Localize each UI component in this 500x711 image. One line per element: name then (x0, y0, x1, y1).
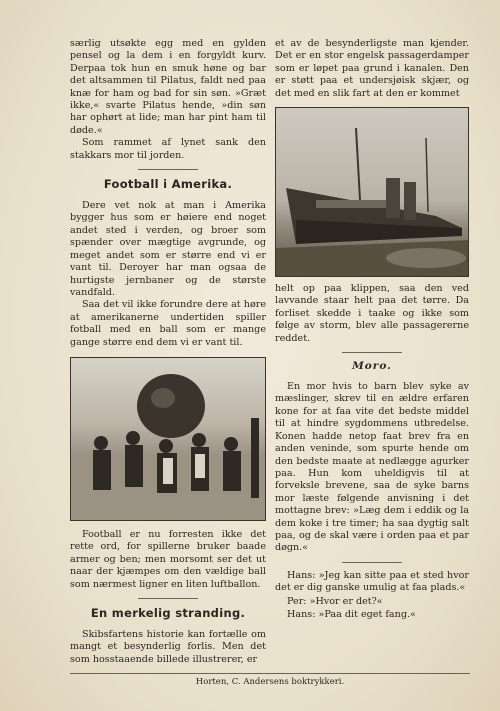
stranding-title: En merkelig stranding. (90, 605, 246, 620)
football-text: Dere vet nok at man i Amerika bygger hus som er høiere end noget andet sted i verden, og broer som spænder over mægtige avgrunde, og meget andet som er større end vi er vant til. Deroyer har man ogsaa de hurtigste jernbaner og de største vandfald. (70, 200, 266, 298)
dialog-line: Hans: »Jeg kan sitte paa et sted hvor det er dig ganske umulig at faa plads.« (275, 569, 469, 594)
moro-text: En mor hvis to barn blev syke av mæslinger, skrev til en ældre erfaren kone for at faa vite det bedste middel til at hindre sygdommens utbredelse. Konen hadde netop faat brev fra en anden veninde, som spurte hende om den bedste maate at nedlægge agurker paa. Hun kom uheldigvis til at forveksle brevene, saa de syke barns mor læste følgende anvisning i det mottagne brev: »Læg dem i eddik og la dem koke i tre timer; ha saa dygtig salt paa, og de skal være i orden paa et par døgn.« (275, 381, 469, 554)
left-column (70, 38, 266, 666)
divider (138, 598, 198, 599)
divider (342, 562, 402, 563)
stranding-ending: helt op paa klippen, saa den ved lavvande staar helt paa det tørre. Da forliset skedde i taake og ikke som følge av storm, blev alle passagererne reddet. (275, 283, 469, 344)
right-column (275, 38, 469, 622)
stranding-continued: et av de besynderligste man kjender. Det er en stor engelsk passagerdamper som er løpet paa grund i kanalen. Den er støtt paa et undersjøisk skjær, og det med en slik fart at den er kommet (275, 38, 469, 99)
divider (138, 169, 198, 170)
ship-photo (275, 107, 469, 277)
football-photo-image (71, 358, 265, 520)
dialog-line: Hans: »Paa dit eget fang.« (287, 608, 416, 620)
moro-title: Moro. (352, 360, 392, 373)
football-title: Football i Amerika. (103, 177, 233, 192)
football-text-2: Saa det vil ikke forundre dere at høre at amerikanerne undertiden spiller fotball med en ball som er mange gange større end dem vi er vant til. (70, 299, 266, 348)
printer-footer: Horten, C. Andersens boktrykkeri. (70, 673, 470, 687)
dialog-line: Per: »Hvor er det?« (287, 595, 383, 607)
divider (342, 352, 402, 353)
pilatus-text: særlig utsøkte egg med en gylden pensel og la dem i en forgyldt kurv. Derpaa tok hun en smuk høne og bar det altsammen til Pilatus, faldt ned paa knæ for ham og bad for sin søn. »Græt ikke,« svarte Pilatus hende, »din søn har ophørt at lide; man har pint ham til døde.« (70, 38, 266, 136)
pilatus-ending: Som rammet af lynet sank den stakkars mor til jorden. (70, 137, 266, 161)
ship-photo-image (276, 108, 469, 276)
football-photo (70, 357, 266, 521)
dialog (275, 570, 469, 622)
football-caption: Football er nu forresten ikke det rette ord, for spillerne bruker baade armer og ben; men morsomt ser det ut naar der kjæmpes om den vældige ball som nærmest ligner en liten luftballon. (70, 528, 266, 590)
stranding-text: Skibsfartens historie kan fortælle om mangt et besynderlig forlis. Men det som hosstaaende billede illustrerer, er (70, 628, 266, 665)
